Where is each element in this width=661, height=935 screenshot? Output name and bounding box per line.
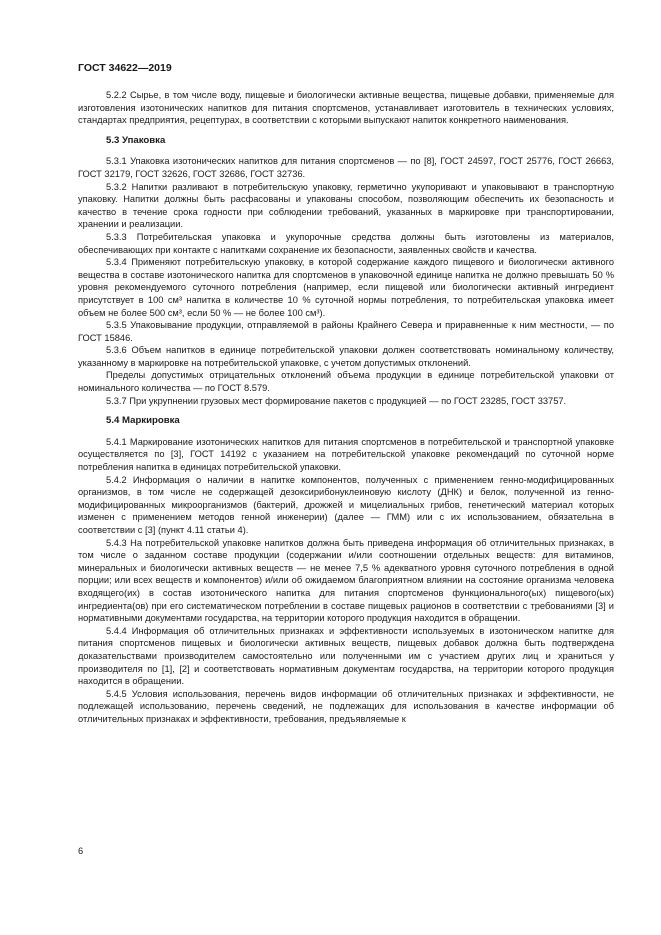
paragraph-5-3-6-limits: Пределы допустимых отрицательных отклонений объема продукции в единице потребительской упаковки от номинального количества — по ГОСТ 8.579. [78,370,614,394]
document-header: ГОСТ 34622—2019 [78,62,172,74]
section-heading-packaging: 5.3 Упаковка [106,134,166,146]
paragraph-5-3-2: 5.3.2 Напитки разливают в потребительскую упаковку, герметично укупоривают и упаковывают в транспортную упаковку. Напитки должны быть расфасованы и упакованы способом, позволяющим обеспечить их безопасность и качество в течение срока годности при соблюдении требований, указанных в маркировке при транспортировании, хранении и реализации. [78,181,614,230]
paragraph-5-2-2: 5.2.2 Сырье, в том числе воду, пищевые и биологически активные вещества, пищевые добавки, применяемые для изготовления изотонических напитков для питания спортсменов, устанавливает изготовитель в технических условиях, стандартах предприятия, рецептурах, в соответствии с которыми выпускают напиток конкретного наименования. [78,90,614,126]
paragraph-5-4-4: 5.4.4 Информация об отличительных признаках и эффективности используемых в изотоническом напитке для питания спортсменов пищевых и биологически активных веществ, пищевых добавок должна быть подтверждена доказательствами производителем самостоятельно или полученными им с участием других лиц и храниться у производителя по [1], [2] и соответствовать нормативным документам государства, на территории которого продукция находится в обращении. [78,625,614,687]
page-number: 6 [78,846,84,856]
paragraph-5-4-1: 5.4.1 Маркирование изотонических напитков для питания спортсменов в потребительской и транспортной упаковке осуществляется по [3], ГОСТ 14192 с указанием на потребительской упаковке рекомендаций по суточной норме потребления напитка в единицах потребительской упаковки. [78,436,614,473]
paragraph-5-3-7: 5.3.7 При укрупнении грузовых мест формирование пакетов с продукцией — по ГОСТ 23285, ГОСТ 33757. [106,395,567,406]
paragraph-5-4-5: 5.4.5 Условия использования, перечень видов информации об отличительных признаках и эффективности, не подлежащей использованию, перечень сведений, не подлежащих для использования в качестве информации об отличительных признаках и эффективности, требования, предъявляемые к [78,688,614,724]
paragraph-5-3-5: 5.3.5 Упаковывание продукции, отправляемой в районы Крайнего Севера и приравненные к ним местности, — по ГОСТ 15846. [78,320,614,343]
paragraph-5-4-3: 5.4.3 На потребительской упаковке напитков должна быть приведена информация об отличительных признаках, в том числе о заданном составе продукции (содержании и/или соотношении отдельных веществ: для витаминов, минеральных и биологически активных веществ — не менее 7,5 % адекватного уровня суточного потребления в одной порции; или всех веществ и компонентов) и/или об ожидаемом благоприятном влиянии на состояние организма человека входящего(их) в состав изотонического напитка для питания спортсменов функционального(ых) пищевого(ых) ингредиента(ов) при его систематическом потреблении в составе пищевых рационов в соответствии с требованиями [3] и нормативными документами государства, на территории которого продукция находится в обращении. [78,537,614,624]
paragraph-5-3-4: 5.3.4 Применяют потребительскую упаковку, в которой содержание каждого пищевого и биологически активного вещества в составе изотонического напитка для спортсменов в упаковочной единице напитка не должно превышать 50 % уровня рекомендуемого суточного потребления (например, если пищевой или биологически активный ингредиент присутствует в 100 см³ напитка в количестве 10 % суточной нормы потребления, то потребительская упаковка имеет объем не более 500 см³, если 50 % — не более 100 см³). [78,257,614,318]
document-body [78,89,614,726]
paragraph-5-3-1: 5.3.1 Упаковка изотонических напитков для питания спортсменов — по [8], ГОСТ 24597, ГОСТ 25776, ГОСТ 26663, ГОСТ 32179, ГОСТ 32626, ГОСТ 32686, ГОСТ 32736. [78,156,614,179]
section-heading-labeling: 5.4 Маркировка [106,415,180,427]
paragraph-5-3-6: 5.3.6 Объем напитков в единице потребительской упаковки должен соответствовать номинальному количеству, указанному в маркировке на потребительской упаковке, с учетом допустимых отклонений. [78,345,614,368]
paragraph-5-4-2: 5.4.2 Информация о наличии в напитке компонентов, полученных с применением генно-модифицированных организмов, в том числе не содержащей дезоксирибонуклеиновую кислоту (ДНК) и белок, полученной из генно-модифицированных микроорганизмов (бактерий, дрожжей и мицелиальных грибов, генетический материал которых изменен с применением методов генной инженерии) (далее — ГММ) или с их использованием, обязательна в соответствии с [3] (пункт 4.11 статьи 4). [78,474,614,535]
paragraph-5-3-3: 5.3.3 Потребительская упаковка и укупорочные средства должны быть изготовлены из материалов, обеспечивающих при контакте с напитками сохранение их безопасности, заявленных свойств и качества. [78,231,614,255]
